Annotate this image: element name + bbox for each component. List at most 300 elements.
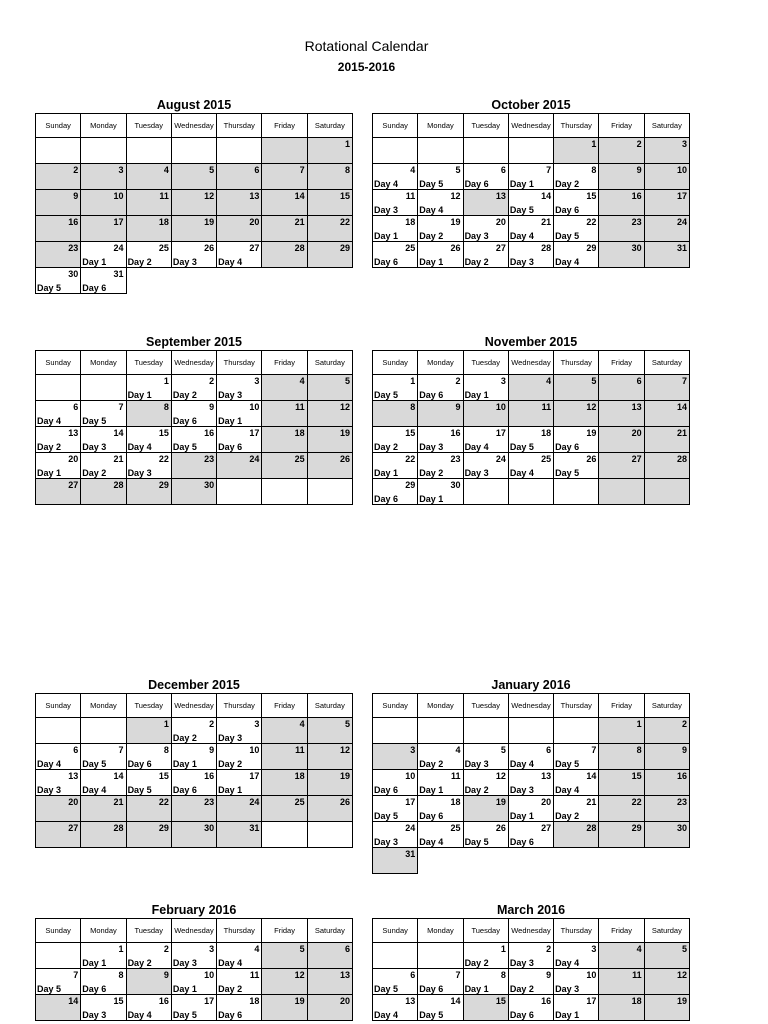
day-cell	[508, 770, 553, 796]
weekday-header: Wednesday	[171, 694, 216, 718]
day-cell	[418, 453, 463, 479]
day-cell	[644, 718, 689, 744]
weekday-header: Thursday	[554, 114, 599, 138]
day-number: 19	[676, 996, 687, 1006]
day-cell	[554, 427, 599, 453]
day-number: 24	[113, 243, 124, 253]
rotation-day-label: Day 1	[218, 416, 243, 426]
day-number: 17	[495, 428, 506, 438]
day-number: 9	[681, 745, 687, 755]
day-cell	[217, 995, 262, 1021]
blank-day-cell	[418, 943, 463, 969]
blank-day-cell	[508, 718, 553, 744]
day-number: 23	[676, 797, 687, 807]
rotation-day-label: Day 2	[419, 231, 444, 241]
day-cell	[554, 190, 599, 216]
day-number: 5	[591, 376, 597, 386]
day-number: 9	[73, 191, 79, 201]
blank-day-cell	[599, 479, 644, 505]
rotation-day-label: Day 1	[374, 231, 399, 241]
day-number: 2	[681, 719, 687, 729]
rotation-day-label: Day 3	[127, 468, 152, 478]
day-number: 31	[249, 823, 260, 833]
week-row	[373, 401, 690, 427]
day-cell	[126, 718, 171, 744]
week-row	[373, 453, 690, 479]
day-cell	[644, 969, 689, 995]
day-number: 26	[586, 454, 597, 464]
blank-day-cell	[262, 822, 307, 848]
blank-day-cell	[36, 718, 81, 744]
day-cell	[418, 995, 463, 1021]
blank-day-cell	[171, 138, 216, 164]
empty-space	[599, 848, 644, 874]
weekday-header: Sunday	[36, 919, 81, 943]
day-cell	[463, 375, 508, 401]
rotation-day-label: Day 4	[127, 442, 152, 452]
day-number: 20	[68, 797, 79, 807]
day-cell	[599, 242, 644, 268]
day-number: 12	[339, 745, 350, 755]
day-cell	[36, 268, 81, 294]
day-cell	[418, 427, 463, 453]
rotation-day-label: Day 6	[374, 785, 399, 795]
day-number: 12	[586, 402, 597, 412]
day-number: 16	[541, 996, 552, 1006]
day-number: 28	[541, 243, 552, 253]
month-grid	[35, 350, 353, 505]
rotation-day-label: Day 5	[172, 442, 197, 452]
day-cell	[217, 242, 262, 268]
empty-space	[554, 848, 599, 874]
weekday-header: Saturday	[307, 694, 352, 718]
weekday-header: Tuesday	[463, 351, 508, 375]
blank-day-cell	[262, 479, 307, 505]
blank-day-cell	[373, 943, 418, 969]
day-cell	[418, 744, 463, 770]
week-row	[373, 969, 690, 995]
day-cell	[126, 770, 171, 796]
rotation-day-label: Day 1	[464, 984, 489, 994]
day-cell	[554, 822, 599, 848]
day-number: 25	[294, 454, 305, 464]
day-cell	[307, 138, 352, 164]
weekday-header: Wednesday	[171, 919, 216, 943]
day-cell	[373, 848, 418, 874]
rotation-day-label: Day 6	[127, 759, 152, 769]
day-cell	[554, 375, 599, 401]
weekday-header: Friday	[262, 919, 307, 943]
weekday-header-row	[373, 694, 690, 718]
day-cell	[126, 822, 171, 848]
day-number: 8	[410, 402, 416, 412]
day-number: 2	[73, 165, 79, 175]
day-number: 8	[500, 970, 506, 980]
day-number: 23	[204, 797, 215, 807]
day-number: 28	[586, 823, 597, 833]
weekday-header-row	[373, 114, 690, 138]
month-grid	[35, 113, 353, 294]
weekday-header: Saturday	[307, 114, 352, 138]
day-number: 15	[113, 996, 124, 1006]
weekday-header: Wednesday	[508, 919, 553, 943]
day-number: 25	[294, 797, 305, 807]
day-cell	[307, 453, 352, 479]
blank-day-cell	[463, 138, 508, 164]
blank-day-cell	[36, 943, 81, 969]
weekday-header: Monday	[418, 114, 463, 138]
week-row	[36, 375, 353, 401]
day-cell	[217, 718, 262, 744]
blank-day-cell	[508, 138, 553, 164]
day-cell	[36, 770, 81, 796]
day-cell	[36, 479, 81, 505]
day-number: 17	[676, 191, 687, 201]
rotation-day-label: Day 5	[374, 984, 399, 994]
day-number: 11	[249, 970, 260, 980]
day-cell	[217, 190, 262, 216]
weekday-header: Saturday	[307, 919, 352, 943]
month-grid	[372, 693, 690, 874]
day-number: 16	[204, 771, 215, 781]
day-number: 29	[631, 823, 642, 833]
day-cell	[171, 995, 216, 1021]
day-cell	[644, 943, 689, 969]
day-number: 11	[159, 191, 169, 201]
rotation-day-label: Day 5	[374, 811, 399, 821]
day-number: 18	[294, 428, 305, 438]
rotation-day-label: Day 2	[419, 468, 444, 478]
rotation-day-label: Day 4	[82, 785, 107, 795]
weekday-header: Sunday	[36, 694, 81, 718]
rotation-day-label: Day 3	[82, 1010, 107, 1020]
day-cell	[373, 770, 418, 796]
blank-day-cell	[307, 479, 352, 505]
week-row	[36, 190, 353, 216]
weekday-header: Monday	[81, 351, 126, 375]
day-number: 20	[631, 428, 642, 438]
day-number: 13	[631, 402, 642, 412]
day-number: 9	[163, 970, 169, 980]
day-number: 18	[405, 217, 416, 227]
rotation-day-label: Day 6	[419, 811, 444, 821]
day-number: 2	[163, 944, 169, 954]
day-cell	[508, 190, 553, 216]
day-number: 6	[410, 970, 416, 980]
day-cell	[554, 796, 599, 822]
day-number: 21	[294, 217, 305, 227]
day-cell	[599, 138, 644, 164]
day-number: 5	[500, 745, 506, 755]
week-row	[36, 796, 353, 822]
month-grid	[372, 113, 690, 268]
day-cell	[36, 164, 81, 190]
weekday-header: Tuesday	[126, 351, 171, 375]
weekday-header: Tuesday	[463, 694, 508, 718]
rotation-day-label: Day 6	[555, 442, 580, 452]
day-number: 16	[450, 428, 461, 438]
weekday-header: Saturday	[644, 919, 689, 943]
day-number: 19	[586, 428, 597, 438]
day-number: 4	[163, 165, 169, 175]
month-calendar	[35, 677, 353, 848]
day-number: 10	[249, 745, 260, 755]
empty-space	[644, 848, 689, 874]
week-row	[373, 943, 690, 969]
day-number: 19	[495, 797, 506, 807]
day-number: 3	[254, 719, 260, 729]
day-cell	[217, 770, 262, 796]
week-row	[373, 718, 690, 744]
day-number: 1	[591, 139, 597, 149]
week-row	[36, 822, 353, 848]
rotation-day-label: Day 1	[419, 257, 444, 267]
day-cell	[508, 995, 553, 1021]
day-number: 27	[68, 480, 79, 490]
rotation-day-label: Day 3	[218, 733, 243, 743]
day-cell	[599, 822, 644, 848]
day-number: 16	[158, 996, 169, 1006]
rotation-day-label: Day 1	[172, 759, 197, 769]
day-number: 1	[163, 719, 169, 729]
day-number: 31	[113, 269, 124, 279]
day-number: 16	[68, 217, 79, 227]
day-cell	[554, 943, 599, 969]
rotation-day-label: Day 6	[218, 1010, 243, 1020]
day-number: 15	[158, 771, 169, 781]
weekday-header: Monday	[81, 919, 126, 943]
day-number: 13	[339, 970, 350, 980]
empty-space	[217, 268, 262, 294]
day-number: 26	[204, 243, 215, 253]
day-cell	[463, 427, 508, 453]
day-cell	[373, 995, 418, 1021]
blank-day-cell	[262, 138, 307, 164]
day-number: 17	[249, 771, 260, 781]
day-cell	[644, 216, 689, 242]
day-number: 14	[68, 996, 79, 1006]
day-number: 6	[636, 376, 642, 386]
day-cell	[36, 427, 81, 453]
day-cell	[171, 796, 216, 822]
weekday-header: Wednesday	[171, 351, 216, 375]
day-number: 8	[344, 165, 350, 175]
day-cell	[554, 995, 599, 1021]
blank-day-cell	[554, 718, 599, 744]
day-number: 27	[249, 243, 260, 253]
rotation-day-label: Day 1	[509, 811, 534, 821]
day-cell	[554, 242, 599, 268]
weekday-header-row	[36, 351, 353, 375]
blank-day-cell	[36, 138, 81, 164]
day-cell	[36, 190, 81, 216]
month-grid	[35, 693, 353, 848]
day-number: 18	[450, 797, 461, 807]
rotation-day-label: Day 1	[419, 494, 444, 504]
rotation-day-label: Day 6	[82, 984, 107, 994]
day-cell	[418, 401, 463, 427]
day-number: 4	[455, 745, 461, 755]
rotation-day-label: Day 6	[464, 179, 489, 189]
day-number: 13	[495, 191, 506, 201]
day-cell	[81, 822, 126, 848]
day-number: 5	[209, 165, 215, 175]
day-cell	[81, 190, 126, 216]
empty-space	[171, 268, 216, 294]
day-number: 1	[410, 376, 416, 386]
day-cell	[36, 969, 81, 995]
month-title: December 2015	[148, 678, 240, 692]
month-title: February 2016	[151, 903, 237, 917]
weekday-header: Friday	[599, 694, 644, 718]
rotation-day-label: Day 6	[374, 494, 399, 504]
day-number: 8	[591, 165, 597, 175]
day-cell	[36, 744, 81, 770]
rotation-day-label: Day 3	[509, 785, 534, 795]
weekday-header: Monday	[81, 694, 126, 718]
day-cell	[262, 401, 307, 427]
day-cell	[171, 164, 216, 190]
day-number: 26	[339, 797, 350, 807]
day-number: 29	[158, 480, 169, 490]
day-cell	[307, 796, 352, 822]
rotation-day-label: Day 1	[464, 390, 489, 400]
day-number: 2	[636, 139, 642, 149]
day-number: 5	[344, 376, 350, 386]
day-number: 21	[541, 217, 552, 227]
day-cell	[126, 969, 171, 995]
month-title: September 2015	[146, 335, 242, 349]
rotation-day-label: Day 6	[419, 984, 444, 994]
day-number: 2	[455, 376, 461, 386]
day-number: 16	[676, 771, 687, 781]
rotation-day-label: Day 5	[555, 231, 580, 241]
day-number: 21	[113, 454, 124, 464]
day-cell	[171, 427, 216, 453]
day-cell	[373, 401, 418, 427]
rotation-day-label: Day 4	[509, 759, 534, 769]
day-number: 7	[118, 402, 124, 412]
day-number: 14	[676, 402, 687, 412]
day-number: 3	[410, 745, 416, 755]
rotation-day-label: Day 1	[218, 785, 243, 795]
day-cell	[508, 453, 553, 479]
rotation-day-label: Day 5	[509, 205, 534, 215]
rotation-day-label: Day 5	[374, 390, 399, 400]
week-row	[373, 744, 690, 770]
day-cell	[644, 401, 689, 427]
rotation-day-label: Day 6	[419, 390, 444, 400]
day-cell	[373, 375, 418, 401]
day-cell	[262, 453, 307, 479]
day-number: 19	[204, 217, 215, 227]
blank-day-cell	[644, 479, 689, 505]
day-number: 5	[344, 719, 350, 729]
day-cell	[418, 770, 463, 796]
blank-day-cell	[373, 138, 418, 164]
day-cell	[508, 943, 553, 969]
day-number: 15	[495, 996, 506, 1006]
week-row	[373, 190, 690, 216]
day-cell	[554, 401, 599, 427]
blank-day-cell	[463, 479, 508, 505]
day-number: 8	[118, 970, 124, 980]
month-calendar	[35, 334, 353, 505]
day-cell	[262, 744, 307, 770]
rotation-day-label: Day 3	[464, 231, 489, 241]
day-cell	[171, 375, 216, 401]
rotation-day-label: Day 4	[555, 958, 580, 968]
day-cell	[644, 138, 689, 164]
rotation-day-label: Day 3	[555, 984, 580, 994]
day-cell	[599, 995, 644, 1021]
empty-space	[126, 268, 171, 294]
day-cell	[171, 479, 216, 505]
day-number: 2	[209, 719, 215, 729]
weekday-header: Sunday	[36, 114, 81, 138]
day-number: 9	[546, 970, 552, 980]
day-cell	[126, 427, 171, 453]
day-number: 8	[636, 745, 642, 755]
day-cell	[508, 401, 553, 427]
weekday-header: Thursday	[554, 351, 599, 375]
day-cell	[418, 479, 463, 505]
day-cell	[126, 216, 171, 242]
day-cell	[463, 453, 508, 479]
day-number: 26	[495, 823, 506, 833]
day-number: 16	[204, 428, 215, 438]
day-cell	[599, 164, 644, 190]
day-cell	[554, 453, 599, 479]
day-number: 14	[113, 771, 124, 781]
weekday-header: Sunday	[373, 694, 418, 718]
rotation-day-label: Day 2	[464, 958, 489, 968]
rotation-day-label: Day 4	[127, 1010, 152, 1020]
day-number: 7	[591, 745, 597, 755]
day-cell	[373, 242, 418, 268]
day-number: 3	[254, 376, 260, 386]
blank-day-cell	[217, 138, 262, 164]
rotation-day-label: Day 3	[509, 958, 534, 968]
day-cell	[171, 242, 216, 268]
day-cell	[463, 190, 508, 216]
day-cell	[171, 770, 216, 796]
rotation-day-label: Day 2	[464, 785, 489, 795]
page-title: Rotational Calendar	[304, 38, 429, 54]
day-number: 28	[113, 823, 124, 833]
day-number: 18	[294, 771, 305, 781]
day-cell	[463, 796, 508, 822]
day-cell	[217, 796, 262, 822]
day-number: 12	[204, 191, 215, 201]
day-cell	[36, 216, 81, 242]
day-cell	[554, 770, 599, 796]
day-cell	[262, 427, 307, 453]
day-cell	[81, 164, 126, 190]
day-cell	[554, 969, 599, 995]
day-cell	[126, 242, 171, 268]
rotation-day-label: Day 1	[419, 785, 444, 795]
day-number: 29	[339, 243, 350, 253]
day-number: 2	[209, 376, 215, 386]
day-cell	[126, 796, 171, 822]
day-cell	[373, 822, 418, 848]
month-grid	[372, 918, 690, 1021]
weekday-header: Tuesday	[126, 114, 171, 138]
weekday-header: Friday	[599, 114, 644, 138]
day-number: 21	[676, 428, 687, 438]
week-row	[36, 427, 353, 453]
